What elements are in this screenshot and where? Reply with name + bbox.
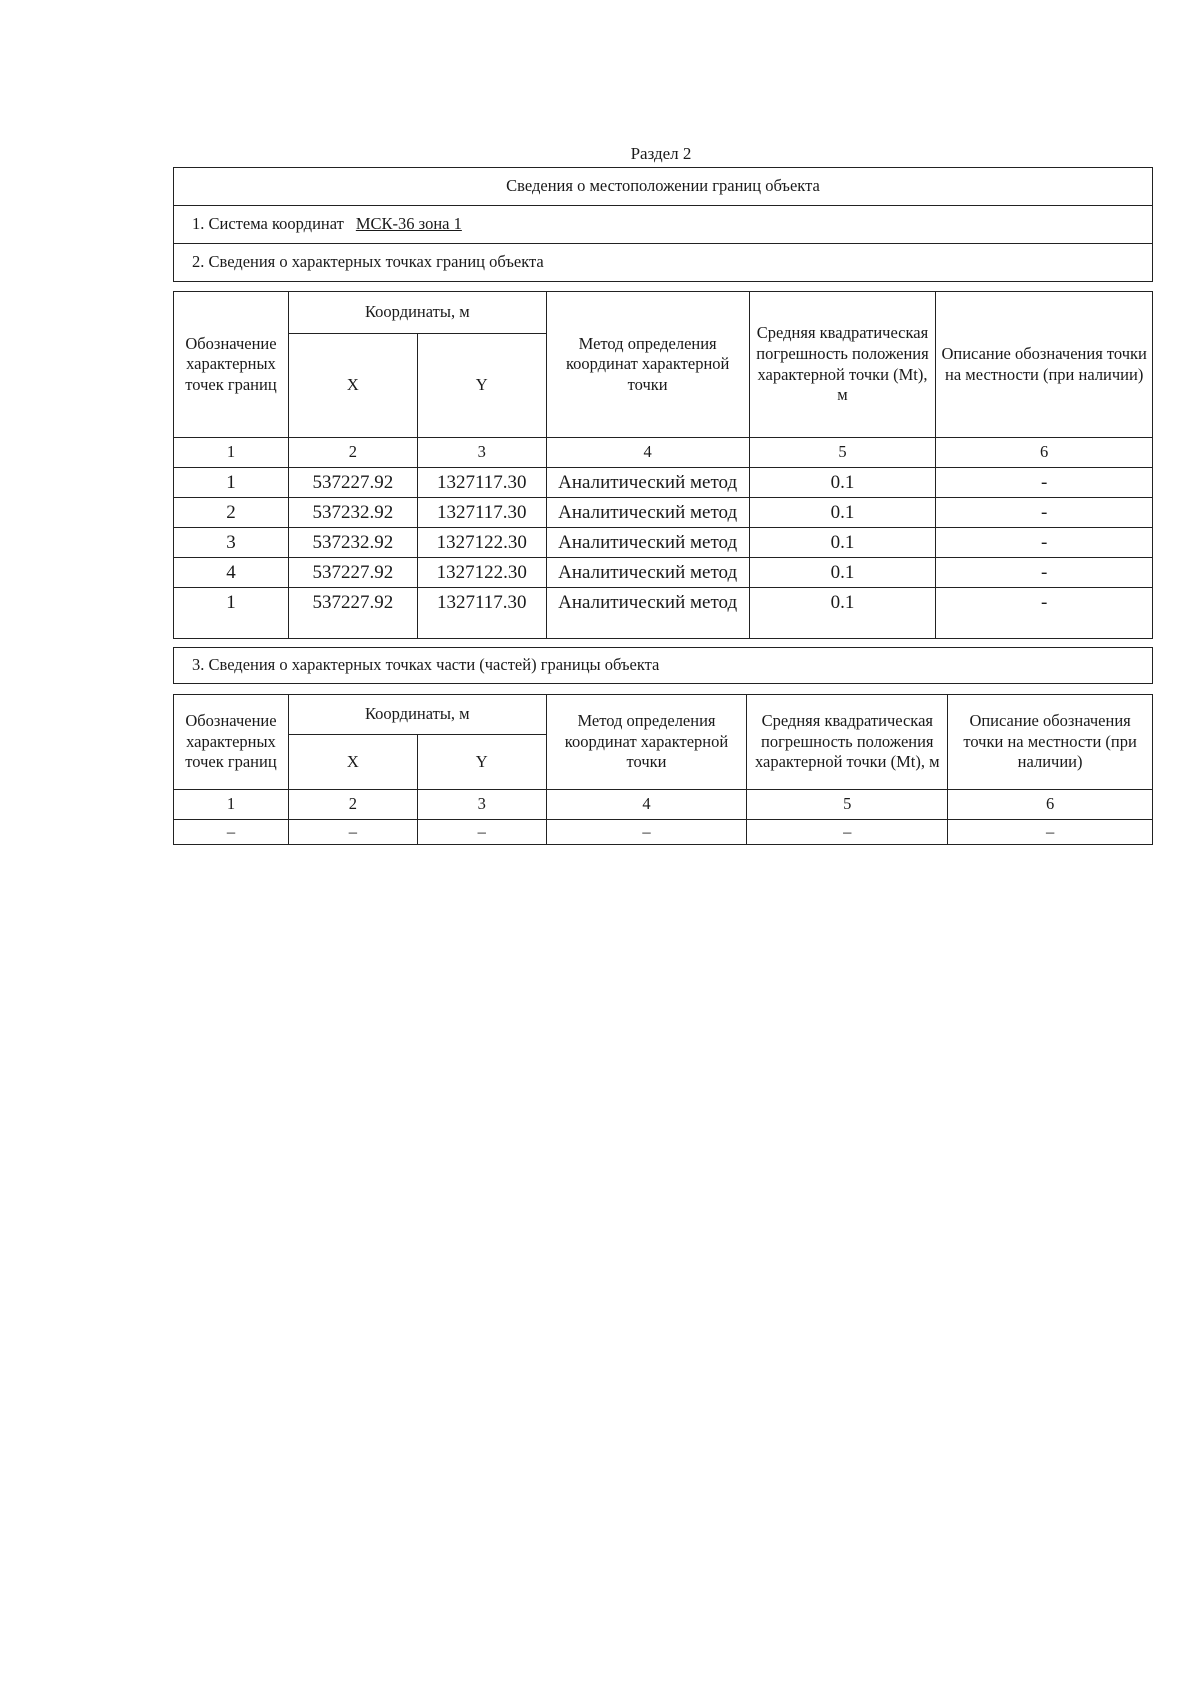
col-designation: Обозначение характерных точек границ — [174, 292, 289, 438]
col-x: X — [288, 735, 417, 790]
coord-system-label: 1. Система координат — [192, 214, 344, 234]
table-row: – – – – – – — [174, 820, 1153, 845]
col-y: Y — [417, 735, 546, 790]
col-designation: Обозначение характерных точек границ — [174, 695, 289, 790]
col-description: Описание обозначения точки на местности (при наличии) — [948, 695, 1153, 790]
boundary-points-table — [173, 291, 1153, 639]
col-description: Описание обозначения точки на местности (при наличии) — [936, 292, 1153, 438]
coord-system-value: МСК-36 зона 1 — [355, 214, 462, 234]
header-title: Сведения о местоположении границ объекта — [174, 168, 1153, 206]
part-points-header — [173, 647, 1153, 684]
table-row: 4 537227.92 1327122.30 Аналитический метод 0.1 - — [174, 558, 1153, 588]
col-coords: Координаты, м — [288, 292, 546, 334]
part-points-table — [173, 694, 1153, 845]
col-method: Метод определения координат характерной точки — [546, 292, 749, 438]
table-row: 1 537227.92 1327117.30 Аналитический метод 0.1 - — [174, 588, 1153, 639]
col-y: Y — [417, 334, 546, 438]
table-row: 3 537232.92 1327122.30 Аналитический метод 0.1 - — [174, 528, 1153, 558]
col-coords: Координаты, м — [288, 695, 546, 735]
col-x: X — [288, 334, 417, 438]
part-points-label: 3. Сведения о характерных точках части (частей) границы объекта — [174, 648, 1153, 684]
col-error: Средняя квадратическая погрешность положения характерной точки (Mt), м — [747, 695, 948, 790]
coord-system-row — [174, 206, 1153, 244]
index-row: 1 2 3 4 5 6 — [174, 790, 1153, 820]
object-boundaries-header — [173, 167, 1153, 282]
col-method: Метод определения координат характерной точки — [546, 695, 747, 790]
points-label: 2. Сведения о характерных точках границ объекта — [174, 244, 1153, 282]
index-row: 1 2 3 4 5 6 — [174, 438, 1153, 468]
table-row: 1 537227.92 1327117.30 Аналитический метод 0.1 - — [174, 468, 1153, 498]
section-title: Раздел 2 — [630, 144, 692, 163]
table-row: 2 537232.92 1327117.30 Аналитический метод 0.1 - — [174, 498, 1153, 528]
col-error: Средняя квадратическая погрешность положения характерной точки (Mt), м — [749, 292, 936, 438]
